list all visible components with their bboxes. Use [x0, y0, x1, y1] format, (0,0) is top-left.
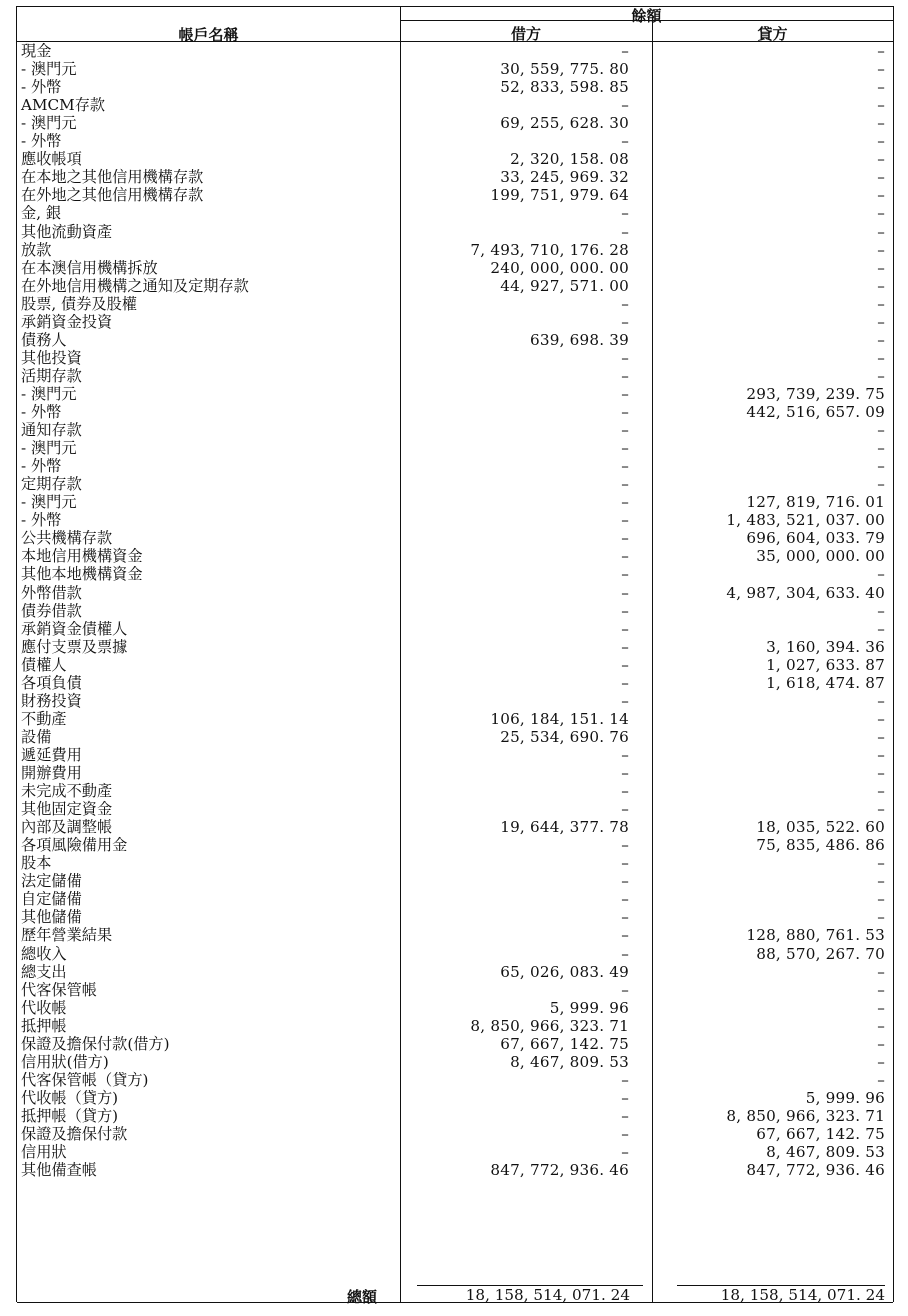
account-name: 本地信用機構資金 [21, 547, 143, 566]
credit-value: 1, 483, 521, 037. 00 [726, 511, 885, 530]
debit-value: 30, 559, 775. 80 [500, 60, 629, 79]
debit-value: – [621, 800, 629, 819]
account-name: 未完成不動產 [21, 782, 113, 801]
debit-value: – [621, 493, 629, 512]
debit-value: 240, 000, 000. 00 [490, 258, 629, 277]
credit-value: – [877, 1016, 885, 1035]
credit-value: – [877, 421, 885, 440]
credit-value: – [877, 601, 885, 620]
credit-value: – [877, 962, 885, 981]
total-credit: 18, 158, 514, 071. 24 [720, 1286, 885, 1304]
account-name: 遞延費用 [21, 745, 82, 764]
credit-value: – [877, 1052, 885, 1071]
account-name: 其他儲備 [21, 908, 82, 927]
account-name: 其他投資 [21, 348, 82, 367]
debit-value: – [621, 96, 629, 115]
account-name: - 澳門元 [21, 384, 77, 403]
credit-value: – [877, 890, 885, 909]
debit-value: – [621, 1088, 629, 1107]
debit-value: 5, 999. 96 [549, 998, 629, 1017]
credit-value: – [877, 1034, 885, 1053]
trial-balance-sheet [16, 6, 894, 1306]
account-name: 其他本地機構資金 [21, 565, 143, 584]
debit-value: – [621, 908, 629, 927]
column-divider-name [400, 7, 401, 1303]
debit-value: 8, 850, 966, 323. 71 [470, 1016, 629, 1035]
debit-value: – [621, 944, 629, 963]
debit-value: – [621, 601, 629, 620]
account-name: - 外幣 [21, 457, 62, 476]
debit-value: – [621, 384, 629, 403]
debit-value: – [621, 854, 629, 873]
account-name: 代收帳 [21, 998, 67, 1017]
balance-header: 餘額 [631, 7, 662, 25]
credit-value: 8, 850, 966, 323. 71 [726, 1106, 885, 1125]
debit-value: – [621, 691, 629, 710]
debit-value: – [621, 583, 629, 602]
account-name: 各項風險備用金 [21, 836, 128, 855]
debit-value: – [621, 421, 629, 440]
account-name: 其他流動資產 [21, 222, 113, 241]
debit-value: – [621, 204, 629, 223]
credit-value: – [877, 150, 885, 169]
account-name: 代客保管帳（貸方) [21, 1070, 149, 1089]
credit-value: – [877, 258, 885, 277]
credit-value: 5, 999. 96 [805, 1088, 885, 1107]
account-name: - 澳門元 [21, 493, 77, 512]
account-name: - 外幣 [21, 511, 62, 530]
debit-value: 7, 493, 710, 176. 28 [470, 240, 629, 259]
account-name: 信用狀(借方) [21, 1052, 109, 1071]
debit-value: – [621, 403, 629, 421]
debit-value: – [621, 222, 629, 241]
debit-value: – [621, 890, 629, 909]
credit-value: – [877, 96, 885, 115]
debit-value: 25, 534, 690. 76 [500, 727, 629, 746]
account-name: 保證及擔保付款(借方) [21, 1034, 170, 1053]
account-name: 總收入 [21, 944, 67, 963]
credit-value: – [877, 114, 885, 133]
account-name: 自定儲備 [21, 890, 82, 909]
account-name: - 澳門元 [21, 60, 77, 79]
debit-value: 199, 751, 979. 64 [490, 186, 629, 205]
credit-value: – [877, 42, 885, 60]
debit-value: – [621, 764, 629, 782]
credit-value: – [877, 204, 885, 223]
account-name: - 澳門元 [21, 439, 77, 458]
account-name: 債券借款 [21, 601, 82, 620]
debit-value: – [621, 457, 629, 476]
debit-value: 2, 320, 158. 08 [510, 150, 629, 169]
debit-value: – [621, 1125, 629, 1143]
credit-value: – [877, 764, 885, 782]
credit-value: – [877, 908, 885, 927]
credit-value: – [877, 330, 885, 349]
account-name: 不動產 [21, 709, 67, 728]
debit-value: 19, 644, 377. 78 [500, 818, 629, 837]
account-name: 財務投資 [21, 691, 82, 710]
credit-value: 8, 467, 809. 53 [766, 1143, 885, 1162]
credit-value: – [877, 78, 885, 97]
account-name: 代客保管帳 [21, 980, 97, 999]
debit-value: – [621, 782, 629, 801]
account-name: 在外地信用機構之通知及定期存款 [21, 276, 249, 295]
credit-value: – [877, 872, 885, 891]
debit-value: 67, 667, 142. 75 [500, 1034, 629, 1053]
credit-value: – [877, 132, 885, 151]
credit-value: 127, 819, 716. 01 [746, 493, 885, 512]
account-name: 總支出 [21, 962, 67, 981]
credit-value: – [877, 980, 885, 999]
debit-value: – [621, 529, 629, 548]
account-name: 其他固定資金 [21, 800, 113, 819]
debit-value: – [621, 294, 629, 313]
account-name-header: 帳戶名稱 [178, 26, 239, 44]
account-name: 股本 [21, 854, 52, 873]
account-name: 其他備查帳 [21, 1161, 97, 1180]
account-name: 在本地之其他信用機構存款 [21, 168, 204, 187]
credit-value: – [877, 222, 885, 241]
account-name: 債權人 [21, 655, 67, 674]
account-name: 現金 [21, 42, 52, 60]
credit-value: – [877, 457, 885, 476]
credit-value: – [877, 745, 885, 764]
debit-value: – [621, 475, 629, 494]
credit-value: – [877, 366, 885, 385]
credit-value: 35, 000, 000. 00 [756, 547, 885, 566]
debit-header: 借方 [510, 25, 541, 43]
credit-value: – [877, 800, 885, 819]
debit-value: – [621, 673, 629, 692]
debit-value: – [621, 836, 629, 855]
credit-value: 847, 772, 936. 46 [746, 1161, 885, 1180]
credit-value: – [877, 276, 885, 295]
credit-value: 4, 987, 304, 633. 40 [726, 583, 885, 602]
debit-value: – [621, 439, 629, 458]
account-name: 應收帳項 [21, 150, 82, 169]
credit-value: – [877, 348, 885, 367]
debit-value: – [621, 547, 629, 566]
debit-value: 33, 245, 969. 32 [500, 168, 629, 187]
account-name: 歷年營業結果 [21, 926, 113, 945]
account-name: - 外幣 [21, 403, 62, 421]
debit-value: – [621, 565, 629, 584]
credit-value: 1, 027, 633. 87 [766, 655, 885, 674]
debit-value: – [621, 655, 629, 674]
account-name: 抵押帳 [21, 1016, 67, 1035]
debit-value: 8, 467, 809. 53 [510, 1052, 629, 1071]
debit-value: – [621, 1070, 629, 1089]
account-name: 活期存款 [21, 366, 82, 385]
account-name: 債務人 [21, 330, 67, 349]
credit-value: 442, 516, 657. 09 [746, 403, 885, 421]
account-name: 開辦費用 [21, 764, 82, 782]
debit-value: – [621, 366, 629, 385]
account-name: 信用狀 [21, 1143, 67, 1162]
credit-value: 18, 035, 522. 60 [756, 818, 885, 837]
credit-value: – [877, 619, 885, 638]
account-name: 設備 [21, 727, 52, 746]
debit-value: – [621, 348, 629, 367]
account-name: 外幣借款 [21, 583, 82, 602]
debit-value: – [621, 637, 629, 656]
account-name: 承銷資金債權人 [21, 619, 128, 638]
account-name: 在本澳信用機構拆放 [21, 258, 158, 277]
debit-value: 52, 833, 598. 85 [500, 78, 629, 97]
credit-value: – [877, 168, 885, 187]
credit-value: – [877, 565, 885, 584]
account-name: 承銷資金投資 [21, 312, 113, 331]
debit-value: – [621, 619, 629, 638]
debit-value: 69, 255, 628. 30 [500, 114, 629, 133]
account-name: 定期存款 [21, 475, 82, 494]
debit-value: 65, 026, 083. 49 [500, 962, 629, 981]
account-name: 通知存款 [21, 421, 82, 440]
account-name: 股票, 債券及股權 [21, 294, 137, 313]
account-name: 在外地之其他信用機構存款 [21, 186, 204, 205]
debit-value: – [621, 745, 629, 764]
account-name: 保證及擔保付款 [21, 1125, 128, 1143]
credit-value: – [877, 186, 885, 205]
credit-value: 88, 570, 267. 70 [756, 944, 885, 963]
credit-value: 3, 160, 394. 36 [766, 637, 885, 656]
credit-value: – [877, 854, 885, 873]
column-divider-debit-credit [652, 20, 653, 1303]
credit-value: – [877, 294, 885, 313]
credit-value: – [877, 1070, 885, 1089]
debit-value: 44, 927, 571. 00 [500, 276, 629, 295]
debit-value: – [621, 1106, 629, 1125]
debit-value: 639, 698. 39 [529, 330, 629, 349]
debit-value: – [621, 980, 629, 999]
total-label: 總額 [347, 1288, 378, 1306]
account-name: 抵押帳（貸方) [21, 1106, 119, 1125]
credit-header: 貸方 [757, 25, 788, 43]
account-name: 各項負債 [21, 673, 82, 692]
debit-value: – [621, 42, 629, 60]
credit-value: – [877, 782, 885, 801]
debit-value: – [621, 312, 629, 331]
credit-value: – [877, 998, 885, 1017]
debit-value: – [621, 926, 629, 945]
account-name: 法定儲備 [21, 872, 82, 891]
credit-value: – [877, 475, 885, 494]
debit-value: – [621, 132, 629, 151]
credit-value: 75, 835, 486. 86 [756, 836, 885, 855]
credit-value: – [877, 240, 885, 259]
credit-value: – [877, 691, 885, 710]
credit-value: 696, 604, 033. 79 [746, 529, 885, 548]
account-name: 內部及調整帳 [21, 818, 113, 837]
credit-value: 67, 667, 142. 75 [756, 1125, 885, 1143]
credit-value: 1, 618, 474. 87 [766, 673, 885, 692]
account-name: 放款 [21, 240, 52, 259]
account-name: 金, 銀 [21, 204, 62, 223]
total-debit: 18, 158, 514, 071. 24 [465, 1286, 630, 1304]
credit-value: – [877, 60, 885, 79]
credit-value: – [877, 439, 885, 458]
debit-value: – [621, 1143, 629, 1162]
debit-value: 106, 184, 151. 14 [490, 709, 629, 728]
account-name: - 澳門元 [21, 114, 77, 133]
account-name: 公共機構存款 [21, 529, 113, 548]
account-name: - 外幣 [21, 132, 62, 151]
credit-value: 293, 739, 239. 75 [746, 384, 885, 403]
credit-value: – [877, 727, 885, 746]
debit-value: – [621, 511, 629, 530]
account-name: AMCM存款 [21, 96, 106, 115]
credit-value: – [877, 312, 885, 331]
account-name: 代收帳（貸方) [21, 1088, 119, 1107]
account-name: 應付支票及票據 [21, 637, 128, 656]
credit-value: 128, 880, 761. 53 [746, 926, 885, 945]
credit-value: – [877, 709, 885, 728]
debit-value: 847, 772, 936. 46 [490, 1161, 629, 1180]
account-name: - 外幣 [21, 78, 62, 97]
debit-value: – [621, 872, 629, 891]
